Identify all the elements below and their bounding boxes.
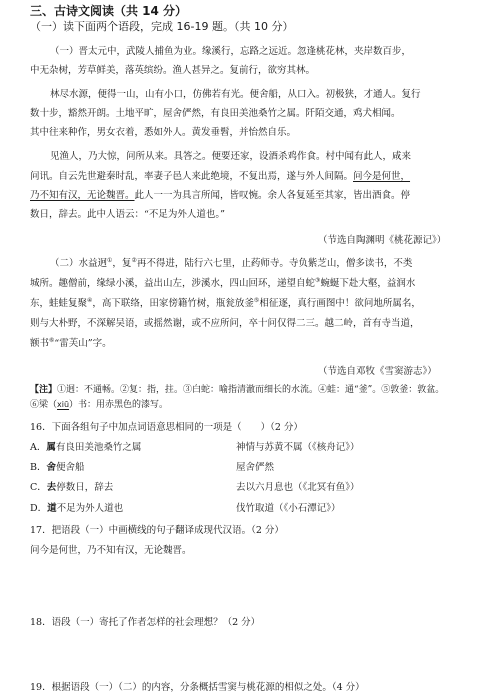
passage1-line-8: 乃不知有汉，无论魏晋。此人一一为具言所闻，皆叹惋。余人各复延至其家，皆出酒食。停 <box>30 190 411 201</box>
passage2-source: （节选自邓牧《雪窦游志》） <box>318 366 437 377</box>
passage2-line-1: （二）水益迥①，复②再不得进，陆行六七里，止药师寺。寺负紫芝山，僧多读书，不类 <box>50 256 413 269</box>
q16-option-c: C．去停数日，辞去 去以六月息也（《北冥有鱼》） <box>30 482 360 493</box>
passage1-line-7: 问讯。自云先世避秦时乱，率妻子邑人来此绝境，不复出焉，遂与外人间隔。问今是何世， <box>30 171 411 182</box>
passage2-line-4: 则与大朴野，不深解吴语，或摇然谢，或不应所问，卒十问仅得二三。越二岭，首有寺当道， <box>30 318 420 329</box>
passage1-line-5: 其中往来种作，男女衣着，悉如外人。黄发垂髫，并怡然自乐。 <box>30 127 297 138</box>
q17-answer: 问今是何世，乃不知有汉，无论魏晋。 <box>30 545 192 556</box>
section-title: 三、古诗文阅读（共 14 分） <box>30 4 188 18</box>
notes-label: 【注】 <box>30 385 58 395</box>
q16-option-a: A．属有良田美池桑竹之属 神情与苏黄不属（《核舟记》） <box>30 442 360 453</box>
q16-stem: 16．下面各组句子中加点词语意思相同的一项是（ ）（2 分） <box>30 422 303 433</box>
passage1-line-4: 数十步，豁然开朗。土地平旷，屋舍俨然，有良田美池桑竹之属。阡陌交通，鸡犬相闻。 <box>30 108 401 119</box>
passage2-line-2: 城所。趣僧前，缘绿小溪，益出山左，涉溪水，四山回环，递望自蛇③蜿蜒下赴大壑，益润水 <box>30 276 416 289</box>
q16-option-d: D．道不足为外人道也 伐竹取道（《小石潭记》） <box>30 503 341 514</box>
q16-option-b: B．舍便舍船 屋舍俨然 <box>30 462 275 473</box>
notes-line-1: 【注】①迥：不通畅。②复：指，拄。③白蛇：喻指清澈而细长的水流。④蛙：通“釜”。⑤敦釜：敦盆。 <box>30 385 445 395</box>
passage1-line-2: 中无杂树，芳草鲜美，落英缤纷。渔人甚异之。复前行，欲穷其林。 <box>30 65 316 76</box>
q18-stem: 18．语段（一）寄托了作者怎样的社会理想？（2 分） <box>30 617 261 628</box>
underlined-sentence-part1: 问今是何世， <box>353 171 411 182</box>
pinyin: xiū <box>57 400 70 409</box>
passage2-line-5: 额书⑥“雷芙山”字。 <box>30 336 112 349</box>
underlined-sentence-part2: 乃不知有汉，无论魏晋。 <box>30 190 135 201</box>
q17-stem: 17．把语段（一）中画横线的句子翻译成现代汉语。（2 分） <box>30 525 284 536</box>
notes-line-2: ⑥梁（xiū）书：用赤黑色的漆写。 <box>30 400 169 410</box>
passage1-line-3: 林尽水源，便得一山，山有小口，仿佛若有光。便舍船，从口入。初极狭，才通人。复行 <box>50 89 421 100</box>
part-title: （一）读下面两个语段，完成 16-19 题。（共 10 分） <box>30 20 294 33</box>
passage1-line-1: （一）晋太元中，武陵人捕鱼为业。缘溪行，忘路之远近。忽逢桃花林，夹岸数百步， <box>50 46 412 57</box>
passage1-line-9: 数日，辞去。此中人语云：“不足为外人道也。” <box>30 209 225 220</box>
q19-stem: 19．根据语段（一）（二）的内容，分条概括雪窦与桃花源的相似之处。（4 分） <box>30 682 365 693</box>
passage1-line-6: 见渔人，乃大惊，问所从来。具答之。便要还家，设酒杀鸡作食。村中闻有此人，咸来 <box>50 151 412 162</box>
passage2-line-3: 东，蛙蛙复聚④，高下联络，田家傍籍竹树，瓶瓮放釜⑤相征逐，真行画图中！欲问地所属名， <box>30 296 421 309</box>
passage2-label: （二） <box>50 258 79 269</box>
passage1-source: （节选自陶渊明《桃花源记》） <box>318 235 447 246</box>
passage1-label: （一） <box>50 46 79 57</box>
